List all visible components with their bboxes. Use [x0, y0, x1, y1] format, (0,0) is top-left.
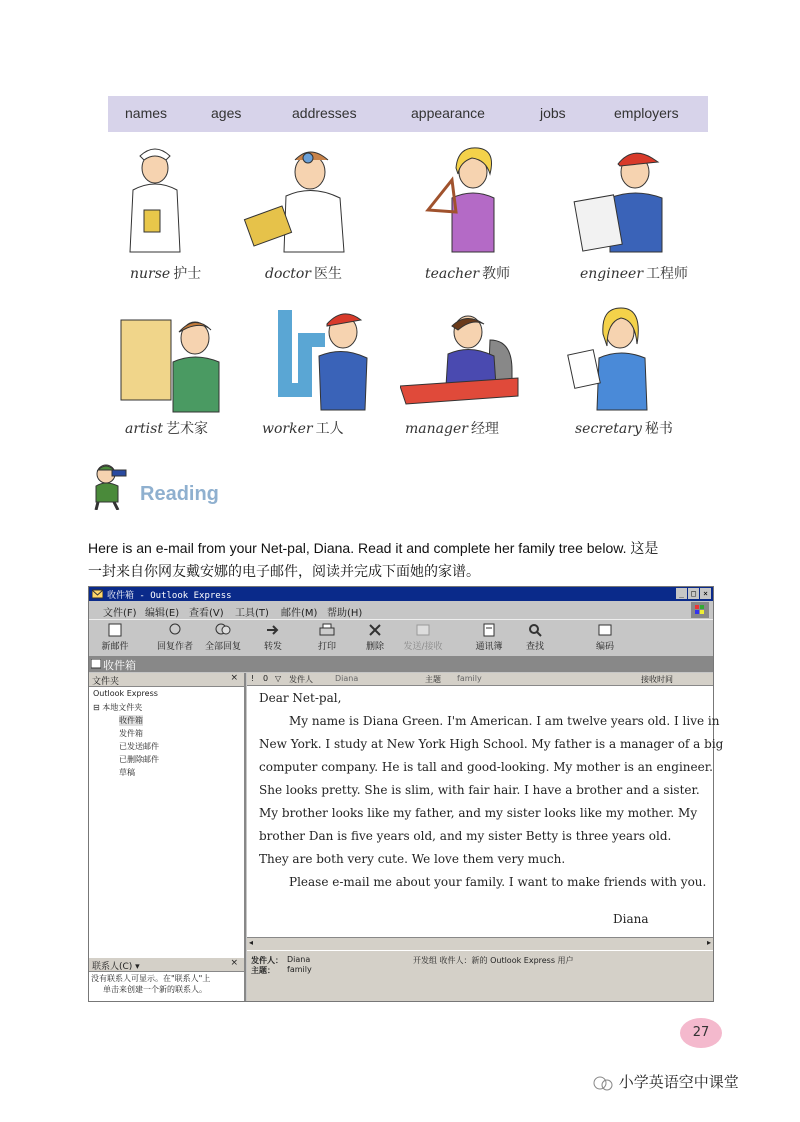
menu-help[interactable]: 帮助(H) [327, 608, 363, 619]
vocabulary-bar [108, 96, 708, 132]
tree-outbox[interactable] [119, 728, 143, 739]
reply-all-label: 全部回复 [204, 642, 241, 652]
caption-nurse [130, 263, 201, 283]
section-title-reading: Reading [140, 483, 219, 505]
tree-local-folders[interactable]: ⊟ 本地文件夹 [93, 703, 143, 712]
teacher-illustration [408, 140, 528, 255]
outlook-express-label: Outlook Express [93, 689, 158, 698]
windows-logo-icon [691, 602, 709, 618]
close-button[interactable]: × [700, 588, 711, 599]
caption-nurse-zh: 护士 [173, 266, 202, 282]
attachment-column-icon[interactable]: 0 [263, 674, 269, 683]
folders-header [89, 673, 244, 687]
message-pane [247, 673, 724, 1001]
message-greeting: Dear Net-pal, [259, 691, 342, 705]
caption-artist-zh: 艺术家 [165, 421, 208, 437]
address-book-icon [481, 623, 497, 637]
delete-button[interactable] [355, 623, 395, 652]
encoding-icon [597, 623, 613, 637]
window-title-bar [89, 587, 713, 601]
caption-teacher-en: teacher [425, 266, 480, 282]
contacts-header-label: 联系人(C) ▾ [92, 962, 140, 972]
instruction-line-2: 一封来自你网友戴安娜的电子邮件，阅读并完成下面她的家谱。 [88, 563, 480, 579]
send-receive-icon [415, 623, 431, 637]
preview-from-label: 发件人： [251, 956, 283, 965]
delete-x-icon [367, 623, 383, 637]
manager-illustration [400, 300, 520, 415]
menu-edit[interactable]: 编辑(E) [145, 608, 180, 619]
flag-column-icon[interactable]: ▽ [275, 674, 282, 683]
reading-mascot-icon [88, 462, 132, 510]
message-body [247, 687, 724, 937]
message-list-header [247, 673, 713, 686]
message-line: They are both very cute. We love them very much. [259, 852, 566, 866]
message-line: My brother looks like my father, and my sister looks like my mother. My [259, 806, 698, 820]
window-title: 收件箱 - Outlook Express [107, 591, 232, 601]
contacts-note-2: 单击来创建一个新的联系人。 [103, 985, 207, 994]
caption-engineer-zh: 工程师 [646, 266, 689, 282]
minimize-button[interactable]: _ [676, 588, 687, 599]
reply-all-button[interactable] [203, 623, 243, 652]
inbox-label: 收件箱 [119, 716, 143, 725]
subject-column[interactable]: 主题 [425, 675, 441, 684]
caption-teacher-zh: 教师 [482, 266, 511, 282]
find-icon [527, 623, 543, 637]
menu-file[interactable]: 文件(F) [103, 608, 137, 619]
caption-worker-zh: 工人 [315, 421, 344, 437]
outlook-express-window [88, 586, 724, 1002]
reply-author-label: 回复作者 [156, 642, 193, 652]
caption-engineer [580, 263, 688, 283]
new-mail-button[interactable] [95, 623, 135, 652]
new-mail-label: 新邮件 [101, 642, 129, 652]
watermark [592, 1071, 739, 1092]
toolbar [89, 619, 713, 657]
encoding-label: 编码 [595, 642, 614, 652]
tree-deleted[interactable] [119, 754, 159, 765]
delete-label: 删除 [365, 642, 384, 652]
caption-manager-en: manager [405, 421, 468, 437]
caption-doctor [265, 263, 342, 283]
caption-manager [405, 418, 499, 438]
new-mail-icon [107, 623, 123, 637]
word-employers: employers [614, 105, 679, 121]
wechat-icon [592, 1075, 614, 1091]
preview-to: 开发组 收件人：新的 Outlook Express 用户 [413, 956, 574, 965]
maximize-button[interactable]: □ [688, 588, 699, 599]
sent-label: 已发送邮件 [119, 742, 159, 751]
outbox-label: 发件箱 [119, 729, 143, 738]
worker-illustration [265, 300, 385, 415]
send-receive-label: 发送/接收 [403, 642, 443, 652]
printer-icon [319, 623, 335, 637]
contacts-header[interactable] [89, 958, 244, 972]
deleted-label: 已删除邮件 [119, 755, 159, 764]
word-ages: ages [211, 105, 242, 121]
caption-artist-en: artist [125, 421, 163, 437]
instruction-line-1: Here is an e-mail from your Net-pal, Diana. Read it and complete her family tree below. 这是 [88, 540, 659, 556]
word-names: names [125, 105, 168, 121]
drafts-label: 草稿 [119, 768, 135, 777]
tree-drafts[interactable] [119, 767, 135, 778]
menu-view[interactable]: 查看(V) [189, 608, 224, 619]
nurse-illustration [100, 140, 220, 255]
caption-worker [262, 418, 344, 438]
preview-subject-value: family [287, 965, 312, 974]
watermark-text: 小学英语空中课堂 [618, 1073, 739, 1091]
message-line: My name is Diana Green. I'm American. I am twelve years old. I live in [289, 714, 720, 728]
caption-engineer-en: engineer [580, 266, 644, 282]
folder-pane [89, 673, 246, 1001]
engineer-illustration [570, 140, 690, 255]
tree-inbox[interactable] [119, 715, 143, 726]
secretary-illustration [565, 300, 685, 415]
horizontal-scrollbar[interactable] [247, 937, 713, 950]
tree-outlook-express[interactable] [93, 689, 158, 698]
find-label: 查找 [525, 642, 544, 652]
caption-secretary-en: secretary [575, 421, 642, 437]
print-button[interactable] [307, 623, 347, 652]
message-signature: Diana [613, 912, 649, 926]
send-receive-button[interactable] [403, 623, 443, 652]
preview-header [247, 951, 713, 1001]
scroll-left-icon[interactable]: ◂ [249, 938, 254, 947]
from-column-value: Diana [335, 674, 359, 683]
inbox-icon [91, 659, 101, 669]
envelope-icon [92, 589, 103, 599]
folders-close-icon[interactable]: × [230, 673, 238, 683]
caption-artist [125, 418, 208, 438]
local-folders-label: 本地文件夹 [102, 703, 143, 712]
page-number: 27 [680, 1018, 722, 1048]
priority-column-icon[interactable]: ! [251, 674, 255, 683]
reply-icon [167, 623, 183, 637]
address-book-label: 通讯簿 [475, 642, 503, 652]
folders-header-label: 文件夹 [92, 677, 120, 687]
address-book-button[interactable] [469, 623, 509, 652]
forward-button[interactable] [253, 623, 293, 652]
caption-secretary [575, 418, 673, 438]
menu-message[interactable]: 邮件(M) [281, 608, 318, 619]
tree-sent[interactable] [119, 741, 159, 752]
forward-icon [265, 623, 281, 637]
message-line: New York. I study at New York High School. My father is a manager of a big [259, 737, 724, 751]
caption-nurse-en: nurse [130, 266, 171, 282]
print-label: 打印 [317, 642, 336, 652]
caption-worker-en: worker [262, 421, 313, 437]
caption-secretary-zh: 秘书 [644, 421, 673, 437]
preview-subject-label: 主题： [251, 966, 275, 975]
from-column[interactable]: 发件人 [289, 675, 313, 684]
caption-doctor-zh: 医生 [313, 266, 342, 282]
forward-label: 转发 [263, 642, 282, 652]
message-line: She looks pretty. She is slim, with fair hair. I have a brother and a sister. [259, 783, 700, 797]
find-button[interactable] [515, 623, 555, 652]
menu-tools[interactable]: 工具(T) [235, 608, 269, 619]
contacts-close-icon[interactable]: × [230, 958, 238, 968]
artist-illustration [115, 300, 235, 415]
caption-doctor-en: doctor [265, 266, 311, 282]
word-jobs: jobs [540, 105, 566, 121]
folder-title-bar [89, 656, 713, 672]
subject-column-value: family [457, 674, 482, 683]
caption-teacher [425, 263, 510, 283]
folder-title: 收件箱 [103, 659, 136, 672]
menu-bar [89, 601, 713, 619]
doctor-illustration [240, 140, 360, 255]
encoding-button[interactable] [585, 623, 625, 652]
message-line: brother Dan is five years old, and my sister Betty is three years old. [259, 829, 672, 843]
caption-manager-zh: 经理 [470, 421, 499, 437]
scroll-right-icon[interactable]: ▸ [706, 938, 711, 947]
received-column[interactable]: 接收时间 [641, 675, 673, 684]
word-addresses: addresses [292, 105, 357, 121]
contacts-note-1: 没有联系人可显示。在"联系人"上 [91, 974, 211, 983]
reply-author-button[interactable] [155, 623, 195, 652]
word-appearance: appearance [411, 105, 485, 121]
preview-from-value: Diana [287, 955, 311, 964]
reply-all-icon [215, 623, 231, 637]
message-line: Please e-mail me about your family. I want to make friends with you. [289, 875, 707, 889]
message-line: computer company. He is tall and good-looking. My mother is an engineer. [259, 760, 713, 774]
